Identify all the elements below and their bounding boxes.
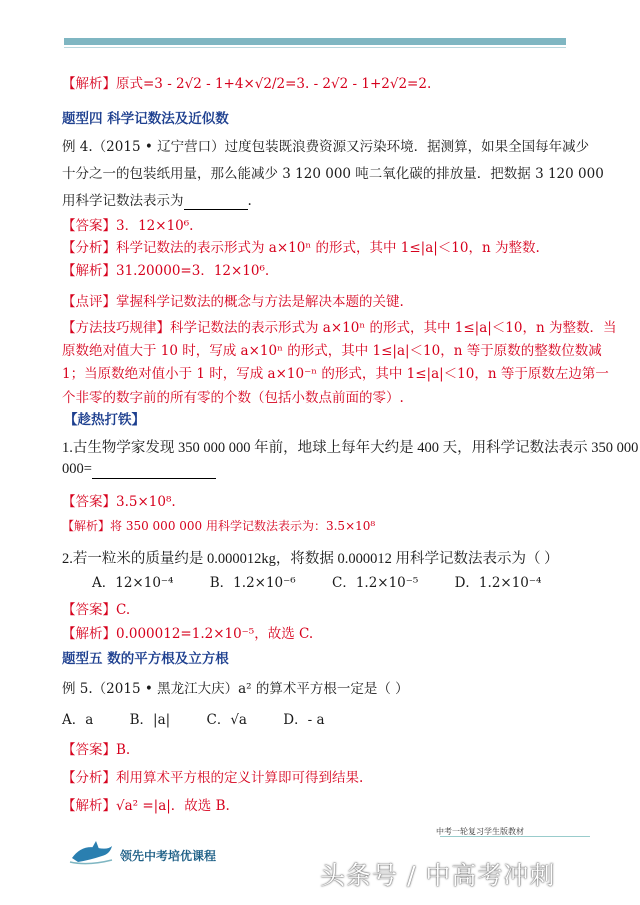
footer-brand	[68, 840, 216, 870]
answer-text: C.	[116, 602, 131, 618]
answer-text: B.	[116, 742, 131, 758]
example-4-line-2: 十分之一的包装纸用量，那么能减少 3 120 000 吨二氧化碳的排放量．把数据 3 120 000	[62, 166, 604, 182]
dolphin-logo-icon	[68, 840, 116, 870]
comment-text: 掌握科学记数法的概念与方法是解决本题的关键.	[116, 294, 404, 310]
ex5-analysis	[62, 766, 363, 786]
solution-text: 将 350 000 000 用科学记数法表示为：3.5×10⁸	[110, 519, 376, 533]
ex5-answer	[62, 738, 130, 758]
method-tag: 【方法技巧规律】	[62, 320, 170, 336]
solution-text: √a² =|a|．故选 B.	[116, 798, 230, 814]
question-1-text: 000=	[62, 461, 92, 477]
answer-text: 3.5×10⁸.	[116, 494, 176, 510]
option-b[interactable]: B．|a|	[129, 712, 171, 728]
solution-tag: 【解析】	[62, 626, 116, 642]
answer-text: 3．12×10⁶.	[116, 218, 194, 234]
option-a[interactable]: A．a	[62, 712, 94, 728]
q2-solution	[62, 622, 313, 642]
answer-tag: 【答案】	[62, 494, 116, 510]
header-bar	[64, 38, 566, 45]
question-2-options	[92, 571, 573, 591]
example-4-line-1: 例 4.（2015 • 辽宁营口）过度包装既浪费资源又污染环境．据测算，如果全国每年减少	[62, 139, 590, 155]
footer-subtitle: 中考一轮复习学生版教材	[436, 827, 524, 836]
solution-text: 31.20000=3．12×10⁶.	[116, 263, 270, 279]
method-text-1: 科学记数法的表示形式为 a×10ⁿ 的形式，其中 1≤|a|＜10，n 为整数．当	[170, 320, 617, 336]
option-c[interactable]: C．1.2×10⁻⁵	[331, 575, 419, 591]
solution-tag: 【解析】	[62, 76, 116, 92]
method-line-1	[62, 316, 616, 336]
option-c[interactable]: C．√a	[206, 712, 247, 728]
analysis-text: 利用算术平方根的定义计算即可得到结果.	[116, 770, 364, 786]
drill-heading: 【趁热打铁】	[64, 412, 145, 428]
section-heading-5: 题型五 数的平方根及立方根	[62, 651, 229, 667]
example-4-line-3: 用科学记数法表示为 .	[62, 193, 252, 209]
question-2-line-1: 2.若一粒米的质量约是 0.000012kg，将数据 0.000012 用科学记数法表示为（ ）	[62, 551, 559, 567]
answer-tag: 【答案】	[62, 218, 116, 234]
option-a[interactable]: A．12×10⁻⁴	[92, 575, 174, 591]
answer-blank[interactable]	[184, 193, 248, 210]
method-line-3: 1；当原数绝对值小于 1 时，写成 a×10⁻ⁿ 的形式，其中 1≤|a|＜10，n 等于原数左边第一	[62, 366, 609, 382]
method-line-4: 个非零的数字前的所有零的个数（包括小数点前面的零）.	[62, 390, 404, 406]
footer-rule	[440, 836, 590, 837]
example-5-line-1: 例 5.（2015 • 黑龙江大庆）a² 的算术平方根一定是（ ）	[62, 681, 409, 697]
option-d[interactable]: D．- a	[283, 712, 325, 728]
analysis-tag: 【分析】	[62, 770, 116, 786]
answer-tag: 【答案】	[62, 742, 116, 758]
example-5-options	[62, 708, 357, 728]
answer-blank[interactable]	[92, 461, 216, 479]
solution-line-1	[62, 72, 431, 92]
comment-tag: 【点评】	[62, 294, 116, 310]
solution-text: 原式=3 - 2√2 - 1+4×√2/2=3. - 2√2 - 1+2√2=2.	[116, 76, 432, 92]
answer-1	[62, 214, 193, 234]
ex5-solution	[62, 794, 230, 814]
answer-tag: 【答案】	[62, 602, 116, 618]
example-4-text: 用科学记数法表示为	[62, 193, 184, 209]
q2-answer	[62, 598, 130, 618]
q1-solution	[62, 517, 375, 534]
option-d[interactable]: D．1.2×10⁻⁴	[454, 575, 542, 591]
solution-tag: 【解析】	[62, 798, 116, 814]
q1-answer	[62, 490, 176, 510]
question-1-line-2	[62, 461, 216, 479]
option-b[interactable]: B．1.2×10⁻⁶	[209, 575, 296, 591]
comment-1	[62, 290, 404, 310]
analysis-tag: 【分析】	[62, 240, 116, 256]
header-rule	[64, 47, 566, 48]
analysis-1	[62, 236, 540, 256]
footer-title: 领先中考培优课程	[120, 848, 217, 863]
question-1-line-1: 1.古生物学家发现 350 000 000 年前，地球上每年大约是 400 天，用科学记数法表示 350 000	[62, 440, 639, 456]
solution-text: 0.000012=1.2×10⁻⁵，故选 C.	[116, 626, 314, 642]
solution-tag: 【解析】	[62, 263, 116, 279]
solution-tag: 【解析】	[62, 519, 111, 533]
watermark: 头条号 / 中高考冲刺	[320, 861, 556, 890]
solution-2	[62, 259, 269, 279]
section-heading-4: 题型四 科学记数法及近似数	[62, 111, 229, 127]
method-line-2: 原数绝对值大于 10 时，写成 a×10ⁿ 的形式，其中 1≤|a|＜10，n 等于原数的整数位数减	[62, 343, 602, 359]
analysis-text: 科学记数法的表示形式为 a×10ⁿ 的形式，其中 1≤|a|＜10，n 为整数.	[116, 240, 540, 256]
